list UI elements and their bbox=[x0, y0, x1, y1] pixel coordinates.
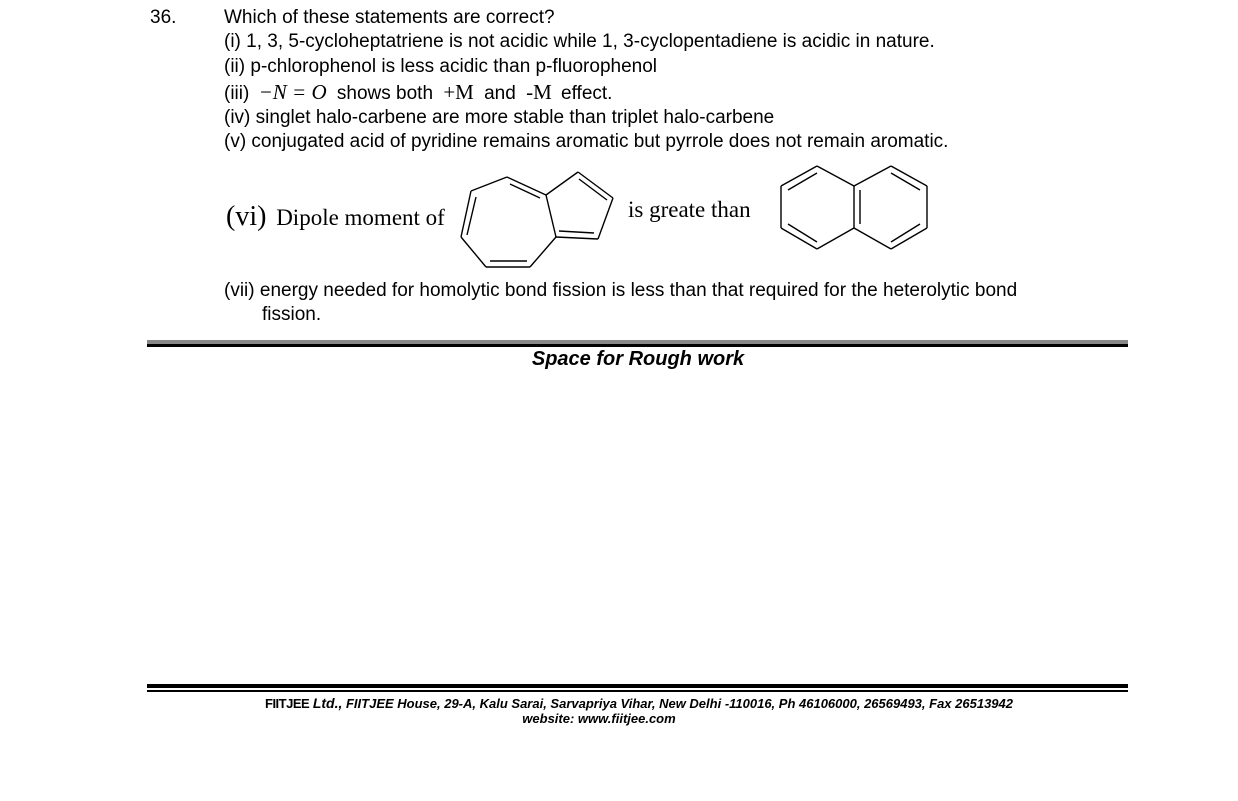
footer-website: website: www.fiitjee.com bbox=[522, 711, 676, 726]
footer-address-text: FIITJEE House, 29-A, Kalu Sarai, Sarvapriya Vihar, New Delhi -110016, Ph 46106000, 26569493, Fax 26513942 bbox=[345, 696, 1013, 711]
statement-iii-shows: shows both bbox=[336, 83, 434, 104]
separator-top-dark bbox=[147, 344, 1128, 347]
naphthalene-structure bbox=[779, 163, 931, 255]
statement-ii: (ii) p-chlorophenol is less acidic than p-fluorophenol bbox=[224, 56, 658, 77]
footer-brand: FIITJEE bbox=[265, 696, 310, 711]
question-stem: Which of these statements are correct? bbox=[224, 7, 555, 28]
nitroso-formula: −N = O bbox=[258, 80, 327, 104]
statement-vi-text: Dipole moment of bbox=[276, 205, 445, 230]
footer-ltd: Ltd., bbox=[312, 695, 343, 711]
statement-iii-and: and bbox=[484, 83, 516, 104]
question-number: 36. bbox=[150, 7, 177, 28]
statement-iii bbox=[224, 80, 612, 105]
statement-iv: (iv) singlet halo-carbene are more stable than triplet halo-carbene bbox=[224, 107, 775, 128]
statement-vi-comparison: is greate than bbox=[628, 197, 751, 222]
minus-m-effect: -M bbox=[526, 80, 552, 104]
statement-vii: (vii) energy needed for homolytic bond fission is less than that required for the heterolytic bond bbox=[224, 280, 1018, 301]
footer-address bbox=[40, 695, 1238, 711]
footer-rule-thick bbox=[147, 684, 1128, 688]
statement-i: (i) 1, 3, 5-cycloheptatriene is not acidic while 1, 3-cyclopentadiene is acidic in nature. bbox=[224, 31, 935, 52]
statement-vi-label: (vi) bbox=[226, 201, 267, 232]
statement-v: (v) conjugated acid of pyridine remains aromatic but pyrrole does not remain aromatic. bbox=[224, 131, 949, 152]
statement-iii-label: (iii) bbox=[224, 83, 250, 104]
azulene-structure bbox=[455, 165, 620, 275]
rough-work-label: Space for Rough work bbox=[531, 348, 745, 370]
statement-iii-effect: effect. bbox=[561, 83, 613, 104]
statement-vii-continued: fission. bbox=[262, 304, 322, 325]
plus-m-effect: +M bbox=[443, 80, 474, 104]
footer-rule-thin bbox=[147, 690, 1128, 692]
statement-vi bbox=[226, 201, 445, 233]
